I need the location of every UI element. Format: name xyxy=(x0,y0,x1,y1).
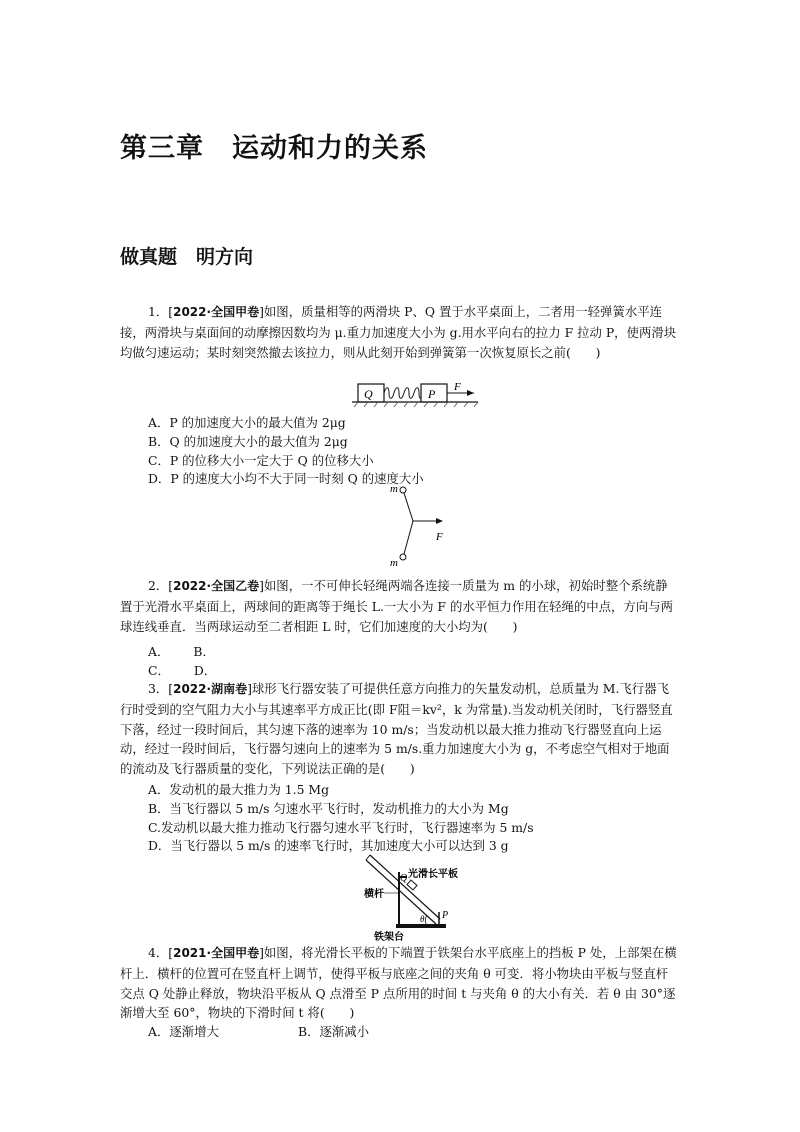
question-2-option-c: C． xyxy=(148,663,170,678)
board-end xyxy=(366,855,370,860)
label-q: Q xyxy=(364,387,373,401)
question-3-option-c: C.发动机以最大推力推动飞行器匀速水平飞行时，飞行器速率为 5 m/s xyxy=(148,820,534,835)
rope-top xyxy=(404,493,413,521)
question-3-text: ]球形飞行器安装了可提供任意方向推力的矢量发动机，总质量为 M.飞行器飞行时受到的空气阻力大小与其速率平方成正比(即 F阻＝kv²，k 为常量).当发动机关闭时，飞行器竖直下落，经过一段时间后，其匀速下落的速率为 10 m/s；当发动机以最大推力推动飞行器竖直向上运动，经过一段时间后，飞行器匀速向上的速率为 5 m/s.重力加速度大小为 g，不考虑空气相对于地面的流动及飞行器质量的变化，下列说法正确的是( ) xyxy=(120,681,673,777)
ball-top xyxy=(400,487,406,493)
question-2: 2．[2022·全国乙卷]如图，一不可伸长轻绳两端各连接一质量为 m 的小球，初始时整个系统静置于光滑水平桌面上，两球间的距离等于绳长 L.一大小为 F 的水平恒力作用在轻绳的中点，方向与两球连线垂直．当两球运动至二者相距 L 时，它们加速度的大小均为( ) xyxy=(120,578,673,634)
table-hatching xyxy=(354,402,478,407)
small-block xyxy=(407,880,417,890)
question-2-source: 2022·全国乙卷 xyxy=(173,579,260,593)
label-theta: θ xyxy=(420,914,425,924)
force-arrowhead xyxy=(467,390,474,396)
question-1-option-a: A．P 的加速度大小的最大值为 2μg xyxy=(148,415,346,430)
question-4: 4．[2021·全国甲卷]如图，将光滑长平板的下端置于铁架台水平底座上的挡板 P 处，上部架在横杆上．横杆的位置可在竖直杆上调节，使得平板与底座之间的夹角 θ 可变．将小物块由平板与竖直杆交点 Q 处静止释放，物块沿平板从 Q 点滑至 P 点所用的时间 t 与夹角 θ 的大小有关．若 θ 由 30°逐渐增大至 60°，物块的下滑时间 t 将( ) xyxy=(120,945,677,1021)
question-1-option-c: C．P 的位移大小一定大于 Q 的位移大小 xyxy=(148,453,374,468)
board-top-edge xyxy=(370,855,440,919)
label-f: F xyxy=(454,381,461,393)
question-4-figure xyxy=(360,852,480,942)
label-p: P xyxy=(442,910,449,921)
question-3-source: 2022·湖南卷 xyxy=(173,682,248,696)
question-4-source: 2021·全国甲卷 xyxy=(173,946,260,960)
ball-bottom xyxy=(400,554,406,560)
question-3-option-b: B．当飞行器以 5 m/s 匀速水平飞行时，发动机推力的大小为 Mg xyxy=(148,801,509,816)
label-p: P xyxy=(428,387,436,401)
chapter-title: 第三章 运动和力的关系 xyxy=(120,133,428,164)
label-m-bottom: m xyxy=(390,557,398,569)
label-stand: 铁架台 xyxy=(374,932,404,942)
question-1-figure xyxy=(350,380,480,408)
section-title: 做真题 明方向 xyxy=(120,246,254,268)
question-3: 3．[2022·湖南卷]球形飞行器安装了可提供任意方向推力的矢量发动机，总质量为 M.飞行器飞行时受到的空气阻力大小与其速率平方成正比(即 F阻＝kv²，k 为常量).当发动机关闭时，飞行器竖直下落，经过一段时间后，其匀速下落的速率为 10 m/s；当发动机以最大推力推动飞行器竖直向上运动，经过一段时间后，飞行器匀速向上的速率为 5 m/s.重力加速度大小为 g，不考虑空气相对于地面的流动及飞行器质量的变化，下列说法正确的是( ) xyxy=(120,681,673,777)
label-q: Q xyxy=(400,873,408,884)
label-f: F xyxy=(436,531,443,543)
question-3-option-d: D．当飞行器以 5 m/s 的速率飞行时，其加速度大小可以达到 3 g xyxy=(148,838,509,853)
question-4-text: ]如图，将光滑长平板的下端置于铁架台水平底座上的挡板 P 处，上部架在横杆上．横杆的位置可在竖直杆上调节，使得平板与底座之间的夹角 θ 可变．将小物块由平板与竖直杆交点 Q 处静止释放，物块沿平板从 Q 点滑至 P 点所用的时间 t 与夹角 θ 的大小有关．若 θ 由 30°逐渐增大至 60°，物块的下滑时间 t 将( ) xyxy=(120,945,677,1021)
question-2-option-a: A． xyxy=(148,644,170,659)
question-2-option-d: D． xyxy=(193,663,217,678)
question-2-option-b: B． xyxy=(193,644,215,659)
stand-base xyxy=(396,924,446,928)
question-1: 1．[2022·全国甲卷]如图，质量相等的两滑块 P、Q 置于水平桌面上，二者用一轻弹簧水平连接，两滑块与桌面间的动摩擦因数均为 μ.重力加速度大小为 g.用水平向右的拉力 F 拉动 P，使两滑块均做匀速运动；某时刻突然撤去该拉力，则从此刻开始到弹簧第一次恢复原长之前( ) xyxy=(120,304,677,360)
question-3-option-a: A．发动机的最大推力为 1.5 Mg xyxy=(148,782,330,797)
question-2-figure xyxy=(390,482,460,572)
question-2-text: ]如图，一不可伸长轻绳两端各连接一质量为 m 的小球，初始时整个系统静置于光滑水平桌面上，两球间的距离等于绳长 L.一大小为 F 的水平恒力作用在轻绳的中点，方向与两球连线垂直．当两球运动至二者相距 L 时，它们加速度的大小均为( ) xyxy=(120,578,673,634)
question-1-text: ]如图，质量相等的两滑块 P、Q 置于水平桌面上，二者用一轻弹簧水平连接，两滑块与桌面间的动摩擦因数均为 μ.重力加速度大小为 g.用水平向右的拉力 F 拉动 P，使两滑块均做匀速运动；某时刻突然撤去该拉力，则从此刻开始到弹簧第一次恢复原长之前( ) xyxy=(120,304,677,360)
question-1-option-d: D．P 的速度大小均不大于同一时刻 Q 的速度大小 xyxy=(148,471,424,486)
rope-bottom xyxy=(404,521,413,554)
question-1-source: 2022·全国甲卷 xyxy=(173,305,260,319)
question-2-options-row-1 xyxy=(148,642,215,662)
question-2-options-row-2 xyxy=(148,661,216,681)
question-1-option-b: B．Q 的加速度大小的最大值为 2μg xyxy=(148,434,348,449)
label-board: 光滑长平板 xyxy=(408,869,458,880)
label-rod: 横杆 xyxy=(364,889,384,900)
label-m-top: m xyxy=(390,483,398,495)
question-4-option-b: B．逐渐减小 xyxy=(298,1024,370,1039)
question-4-option-a: A．逐渐增大 xyxy=(148,1024,219,1039)
force-arrowhead xyxy=(436,518,443,524)
